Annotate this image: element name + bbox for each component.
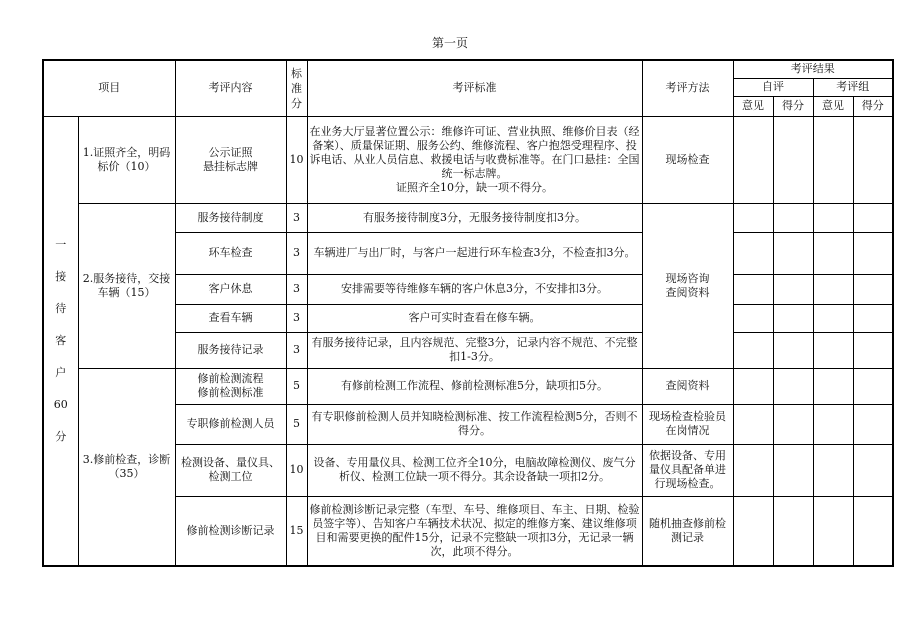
score-cell: 10	[286, 444, 307, 496]
score-cell: 3	[286, 232, 307, 274]
content-cell: 环车检查	[175, 232, 286, 274]
self-opinion-cell[interactable]	[733, 304, 773, 332]
header-content: 考评内容	[175, 60, 286, 116]
header-self-points: 得分	[773, 96, 813, 116]
score-cell: 3	[286, 274, 307, 304]
self-opinion-cell[interactable]	[733, 116, 773, 203]
self-opinion-cell[interactable]	[733, 274, 773, 304]
header-method: 考评方法	[642, 60, 733, 116]
group-points-cell[interactable]	[853, 444, 893, 496]
standard-cell: 修前检测诊断记录完整（车型、车号、维修项目、车主、日期、检验员签字等）、告知客户车辆技术状况、拟定的维修方案、建议维修项目和需要更换的配件15分，记录不完整缺一项扣3分，无记录一辆次，此项不得分。	[307, 496, 642, 566]
standard-cell: 设备、专用量仪具、检测工位齐全10分，电脑故障检测仪、废气分析仪、检测工位缺一项不得分。其余设备缺一项扣2分。	[307, 444, 642, 496]
group-opinion-cell[interactable]	[813, 332, 853, 368]
group-label: 1.证照齐全，明码标价（10）	[78, 116, 175, 203]
self-opinion-cell[interactable]	[733, 203, 773, 232]
self-points-cell[interactable]	[773, 496, 813, 566]
header-standard: 考评标准	[307, 60, 642, 116]
header-group-points: 得分	[853, 96, 893, 116]
group-opinion-cell[interactable]	[813, 232, 853, 274]
method-cell: 现场咨询 查阅资料	[642, 203, 733, 368]
method-cell: 随机抽查修前检测记录	[642, 496, 733, 566]
standard-cell: 有服务接待记录，且内容规范、完整3分，记录内容不规范、不完整扣1-3分。	[307, 332, 642, 368]
self-points-cell[interactable]	[773, 332, 813, 368]
method-cell: 现场检查检验员在岗情况	[642, 404, 733, 444]
header-self: 自评	[733, 78, 813, 96]
group-opinion-cell[interactable]	[813, 304, 853, 332]
group-opinion-cell[interactable]	[813, 444, 853, 496]
group-points-cell[interactable]	[853, 496, 893, 566]
self-opinion-cell[interactable]	[733, 332, 773, 368]
group-points-cell[interactable]	[853, 203, 893, 232]
method-cell: 依据设备、专用量仪具配备单进行现场检查。	[642, 444, 733, 496]
score-cell: 10	[286, 116, 307, 203]
content-cell: 服务接待记录	[175, 332, 286, 368]
self-opinion-cell[interactable]	[733, 232, 773, 274]
group-label: 2.服务接待，交接车辆（15）	[78, 203, 175, 368]
self-points-cell[interactable]	[773, 203, 813, 232]
score-cell: 3	[286, 304, 307, 332]
self-points-cell[interactable]	[773, 304, 813, 332]
standard-cell: 有专职修前检测人员并知晓检测标准、按工作流程检测5分，否则不得分。	[307, 404, 642, 444]
group-opinion-cell[interactable]	[813, 116, 853, 203]
score-cell: 3	[286, 203, 307, 232]
group-points-cell[interactable]	[853, 404, 893, 444]
content-cell: 客户休息	[175, 274, 286, 304]
standard-cell: 在业务大厅显著位置公示：维修许可证、营业执照、维修价目表（经备案）、质量保证期、服务公约、维修流程、客户抱怨受理程序、投诉电话、从业人员信息、救援电话与收费标准等。在门口悬挂：全国统一标志牌。 证照齐全10分，缺一项不得分。	[307, 116, 642, 203]
standard-cell: 车辆进厂与出厂时，与客户一起进行环车检查3分，不检查扣3分。	[307, 232, 642, 274]
header-self-opinion: 意见	[733, 96, 773, 116]
method-cell: 现场检查	[642, 116, 733, 203]
group-points-cell[interactable]	[853, 368, 893, 404]
content-cell: 修前检测诊断记录	[175, 496, 286, 566]
header-group-opinion: 意见	[813, 96, 853, 116]
page-title: 第一页	[431, 36, 468, 50]
standard-cell: 客户可实时查看在修车辆。	[307, 304, 642, 332]
content-cell: 查看车辆	[175, 304, 286, 332]
self-opinion-cell[interactable]	[733, 444, 773, 496]
group-opinion-cell[interactable]	[813, 203, 853, 232]
category-cell: 一 接 待 客 户 60 分	[43, 116, 78, 566]
group-opinion-cell[interactable]	[813, 496, 853, 566]
group-opinion-cell[interactable]	[813, 368, 853, 404]
standard-cell: 安排需要等待维修车辆的客户休息3分，不安排扣3分。	[307, 274, 642, 304]
self-points-cell[interactable]	[773, 274, 813, 304]
group-points-cell[interactable]	[853, 232, 893, 274]
evaluation-table	[42, 59, 894, 567]
content-cell: 修前检测流程 修前检测标准	[175, 368, 286, 404]
group-opinion-cell[interactable]	[813, 404, 853, 444]
self-points-cell[interactable]	[773, 116, 813, 203]
method-cell: 查阅资料	[642, 368, 733, 404]
self-opinion-cell[interactable]	[733, 404, 773, 444]
content-cell: 公示证照 悬挂标志牌	[175, 116, 286, 203]
self-opinion-cell[interactable]	[733, 368, 773, 404]
self-points-cell[interactable]	[773, 404, 813, 444]
score-cell: 15	[286, 496, 307, 566]
score-cell: 3	[286, 332, 307, 368]
header-item: 项目	[43, 60, 175, 116]
content-cell: 检测设备、量仪具、检测工位	[175, 444, 286, 496]
score-cell: 5	[286, 404, 307, 444]
group-points-cell[interactable]	[853, 274, 893, 304]
score-cell: 5	[286, 368, 307, 404]
self-points-cell[interactable]	[773, 444, 813, 496]
group-points-cell[interactable]	[853, 116, 893, 203]
self-opinion-cell[interactable]	[733, 496, 773, 566]
group-points-cell[interactable]	[853, 332, 893, 368]
group-label: 3.修前检查，诊断（35）	[78, 368, 175, 566]
header-score: 标 准 分	[286, 60, 307, 116]
header-group: 考评组	[813, 78, 893, 96]
content-cell: 服务接待制度	[175, 203, 286, 232]
group-opinion-cell[interactable]	[813, 274, 853, 304]
self-points-cell[interactable]	[773, 232, 813, 274]
header-result: 考评结果	[733, 60, 893, 78]
group-points-cell[interactable]	[853, 304, 893, 332]
content-cell: 专职修前检测人员	[175, 404, 286, 444]
self-points-cell[interactable]	[773, 368, 813, 404]
standard-cell: 有修前检测工作流程、修前检测标准5分，缺项扣5分。	[307, 368, 642, 404]
standard-cell: 有服务接待制度3分，无服务接待制度扣3分。	[307, 203, 642, 232]
